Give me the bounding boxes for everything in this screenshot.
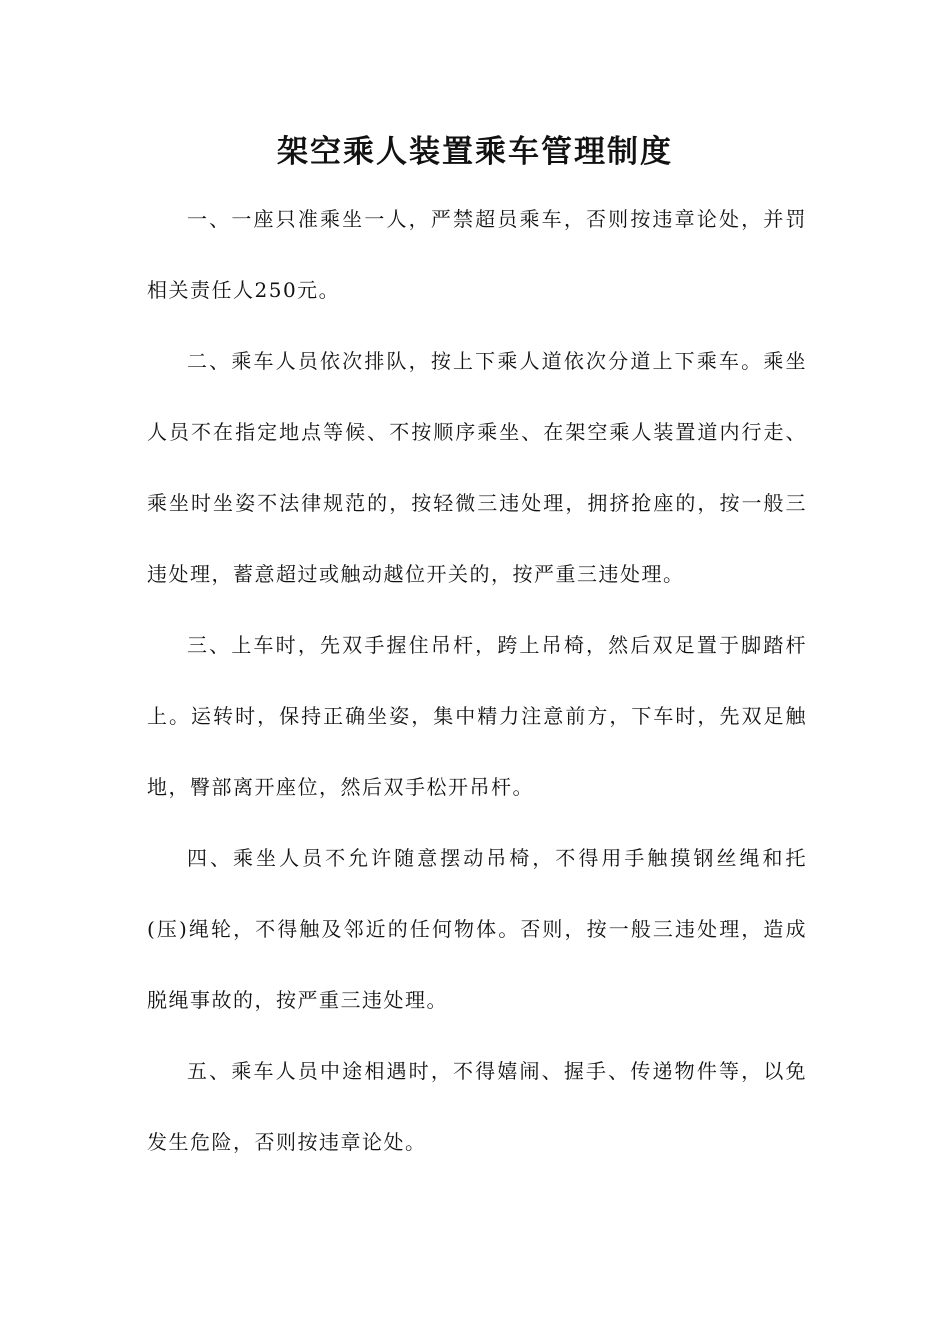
document-body (147, 184, 807, 1178)
paragraph-2: 二、乘车人员依次排队，按上下乘人道依次分道上下乘车。乘坐人员不在指定地点等候、不按顺序乘坐、在架空乘人装置道内行走、乘坐时坐姿不法律规范的，按轻微三违处理，拥挤抢座的，按一般三违处理，蓄意超过或触动越位开关的，按严重三违处理。 (147, 349, 807, 586)
paragraph-1: 一、一座只准乘坐一人，严禁超员乘车，否则按违章论处，并罚相关责任人250元。 (147, 207, 807, 302)
paragraph-3: 三、上车时，先双手握住吊杆，跨上吊椅，然后双足置于脚踏杆上。运转时，保持正确坐姿，集中精力注意前方，下车时，先双足触地，臀部离开座位，然后双手松开吊杆。 (147, 633, 807, 799)
document-title: 架空乘人装置乘车管理制度 (277, 134, 673, 170)
paragraph-4: 四、乘坐人员不允许随意摆动吊椅，不得用手触摸钢丝绳和托(压)绳轮，不得触及邻近的任何物体。否则，按一般三违处理，造成脱绳事故的，按严重三违处理。 (147, 846, 807, 1012)
paragraph-5: 五、乘车人员中途相遇时，不得嬉闹、握手、传递物件等，以免发生危险，否则按违章论处。 (147, 1059, 807, 1154)
